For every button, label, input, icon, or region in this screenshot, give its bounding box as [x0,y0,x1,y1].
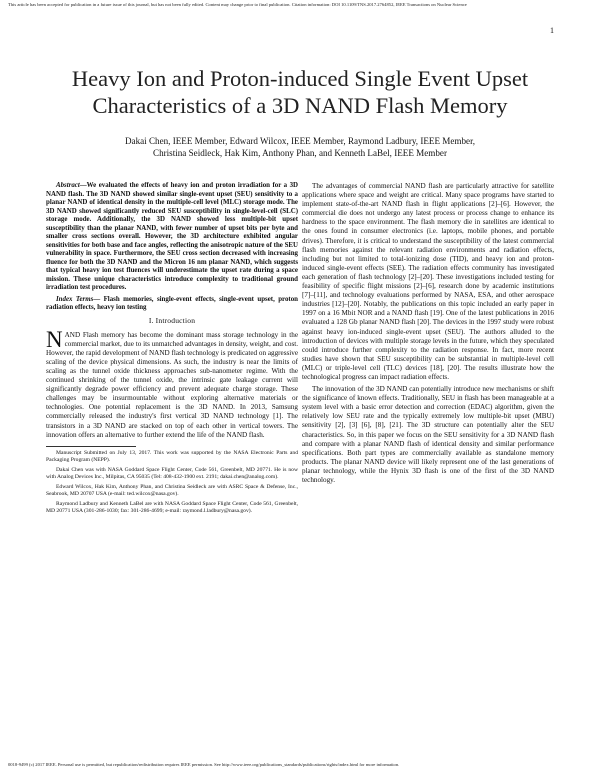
footnote-divider [46,446,136,447]
body-paragraph: The innovation of the 3D NAND can potentially introduce new mechanisms or shift the significance of known effects. Traditionally, SEU in flash has been manageable at a system level with a basic error detection and correction (EDAC) algorithm, given the relatively low SEU rate and the typically extremely low multiple-bit upset (MBU) sensitivity [2], [3] [6], [8], [21]. The 3D structure can potentially alter the SEU characteristics. So, in this paper we focus on the SEU sensitivity for a 3D NAND flash and compare with a planar NAND flash of identical density and similar performance specifications. Both part types are commercially available as standalone memory products. The planar NAND device will likely represent one of the last generations of planar technology, while the Hynix 3D flash is one of the first of the 3D NAND technology. [302,385,554,484]
right-column [302,182,554,488]
footnote: Raymond Ladbury and Kenneth LaBel are with NASA Goddard Space Flight Center, Code 561, Greenbelt, MD 20771 USA (301-286-1030; fax: 301-286-4699; e-mail: raymond.l.ladbury@nasa.gov). [46,500,298,514]
footnote: Dakai Chen was with NASA Goddard Space Flight Center, Code 561, Greenbelt, MD 20771. He is now with Analog Devices Inc., Milpitas, CA 95035 (Tel: 408-432-1900 ext. 2191; dakai.chen@analog.com). [46,466,298,480]
footnote: Edward Wilcox, Hak Kim, Anthony Phan, and Christina Seidleck are with ASRC Space & Defense, Inc., Seabrook, MD 20707 USA (e-mail: ted.wilcox@nasa.gov). [46,483,298,497]
intro-paragraph [46,326,298,440]
paper-title: Heavy Ion and Proton-induced Single Event Upset Characteristics of a 3D NAND Flash Memory [71,66,529,118]
abstract-label: Abstract [56,182,80,189]
page-number: 1 [550,26,554,35]
index-terms-text: — Flash memories, single-event effects, single-event upset, proton radiation effects, heavy ion testing [46,295,299,311]
intro-text: AND Flash memory has become the dominant mass storage technology in the commercial market, due to its unmatched advantages in density, weight, and cost. However, the rapid development of NAND flash technology is predicated on aggressive scaling of the device physical dimensions. As such, the industry is near the limits of scaling as the tunnel oxide thickness approaches sub-nanometer regime. With the continued shrinking of the tunnel oxide, the intrinsic gate leakage current will significantly degrade power efficiency and prevent adequate charge storage. These challenges may be insurmountable without exploring alternative materials or technologies. One potential replacement is the 3D NAND. In 2013, Samsung commercially released the industry's first vertical 3D NAND technology [1]. The transistors in a 3D NAND are stacked on top of each other in vertical towers. The innovation offers an alternative to further extend the life of the NAND flash. [46,330,298,439]
copyright-footer: 0018-9499 (c) 2017 IEEE. Personal use is permitted, but republication/redistribution requires IEEE permission. See http://www.ieee.org/publications_standards/publications/rights/index.html for more information. [8,762,400,767]
body-paragraph: The advantages of commercial NAND flash are particularly attractive for satellite applications where space and weight are critical. Many space programs have started to implement state-of-the-art NAND flash in flight applications [2]–[6]. However, the commercial die does not undergo any latest process or process change to enhance its hardness to the space environment. The flash memory die in satellites are identical to the ones found in consumer electronics (i.e. laptops, mobile phones, and portable drives). Therefore, it is critical to understand the susceptibility of the latest commercial flash memories against the relevant radiation environments and radiation effects, including but not limited to total-ionizing dose (TID), and heavy ion and proton-induced single-event effects (SEE). The radiation effects community has investigated each generation of flash technology [2]–[20]. These investigations included testing for feasibility of specific flight missions [2]–[6], research done by academic institutions [7]–[11], and technology evaluations performed by NASA, ESA, and other aerospace industries [12]–[20]. Notably, the publications on this topic included an early paper in 1997 on a 16 Mbit NOR and a NAND flash [19]. One of the latest publications in 2016 evaluated a 128 Gb planar NAND flash [20]. The devices in the 1997 study were robust against heavy ion-induced single-event upset (SEU). The authors alluded to the introduction of devices with multiple storage levels in the future, which they speculated could introduce further complexity to the radiation response. In fact, more recent studies have shown that SEU susceptibility can be substantial in multiple-level cell (MLC) or triple-level cell (TLC) devices [18], [20]. The results illustrate how the technological progress can impact radiation effects. [302,182,554,381]
author-line-2: Christina Seidleck, Hak Kim, Anthony Phan, and Kenneth LaBel, IEEE Member [153,147,447,158]
author-list [40,136,560,159]
abstract [46,182,298,293]
drop-cap: N [46,326,63,352]
footnote: Manuscript Submitted on July 13, 2017. This work was supported by the NASA Electronic Parts and Packaging Program (NEPP). [46,449,298,463]
index-terms-label: Index Terms [56,295,94,303]
index-terms [46,296,298,313]
abstract-text: —We evaluated the effects of heavy ion and proton irradiation for a 3D NAND flash. The 3D NAND showed similar single-event upset (SEU) sensitivity to a planar NAND of identical density in the multiple-cell level (MLC) storage mode. The 3D NAND showed significantly reduced SEU susceptibility in single-level-cell (SLC) storage mode. Additionally, the 3D NAND showed less multiple-bit upset susceptibility than the planar NAND, with fewer number of upset bits per byte and smaller cross sections overall. However, the 3D architecture exhibited angular sensitivities for both base and face angles, reflecting the anisotropic nature of the SEU vulnerability in space. Furthermore, the SEU cross section decreased with increasing fluence for both the 3D NAND and the Micron 16 nm planar NAND, which suggests that typical heavy ion test fluences will underestimate the upset rate during a space mission. These unique characteristics introduce complexity to traditional ground irradiation test procedures. [46,182,298,291]
journal-notice: This article has been accepted for publication in a future issue of this journal, but has not been fully edited. Content may change prior to final publication. Citation information: DOI 10.1109/TNS.2017.2764852, IEEE Transactions on Nuclear Science [8,2,467,7]
section-heading: I. Introduction [148,315,196,325]
left-column [46,182,298,518]
author-line-1: Dakai Chen, IEEE Member, Edward Wilcox, IEEE Member, Raymond Ladbury, IEEE Member, [124,136,476,146]
